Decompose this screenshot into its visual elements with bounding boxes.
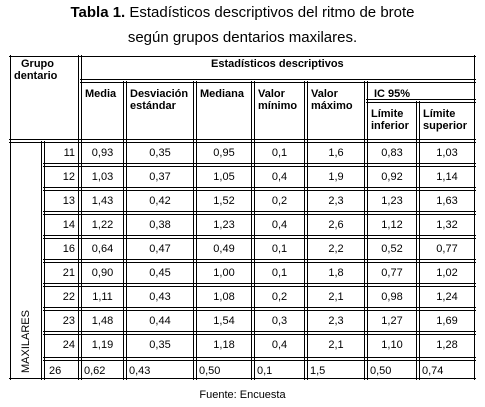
- header-maximo: máximo: [311, 100, 353, 112]
- cell-min: 0,1: [271, 267, 288, 279]
- table-row: [63, 219, 458, 231]
- cell-mediana: 1,00: [213, 267, 235, 279]
- header-mediana: Mediana: [200, 88, 245, 100]
- cell-media: 1,48: [91, 315, 114, 327]
- cell-mediana: 0,95: [213, 147, 235, 159]
- tooth-number-cell: 23: [62, 315, 75, 327]
- cell-desv: 0,35: [149, 339, 171, 351]
- cell-max: 1,8: [328, 267, 344, 279]
- cell-inf: 0,77: [381, 267, 403, 279]
- cell-min: 0,2: [271, 195, 288, 207]
- tooth-number-cell: 11: [63, 147, 75, 159]
- tooth-number-cell: 13: [62, 195, 75, 207]
- cell-mediana: 1,08: [213, 291, 235, 303]
- tooth-number-cell: 21: [62, 267, 75, 279]
- cell-inf: 1,12: [381, 219, 403, 231]
- cell-min: 0,4: [271, 219, 288, 231]
- cell-inf: 0,92: [381, 171, 403, 183]
- cell-sup: 1,69: [436, 315, 458, 327]
- table-borders: [9, 55, 476, 380]
- cell-sup: 1,63: [436, 195, 458, 207]
- cell-sup: 1,03: [436, 147, 458, 159]
- cell-sup: 1,32: [436, 219, 458, 231]
- cell-mediana: 0,50: [199, 365, 221, 377]
- cell-min: 0,4: [271, 171, 288, 183]
- header-inferior: inferior: [371, 120, 409, 132]
- header-grupo: Grupo: [21, 58, 54, 70]
- cell-media: 1,11: [92, 291, 113, 303]
- statistics-table: [9, 55, 476, 380]
- cell-media: 0,90: [91, 267, 114, 279]
- cell-media: 0,64: [91, 243, 114, 255]
- tooth-number-cell: 24: [62, 339, 75, 351]
- group-label-maxilares: MAXILARES: [20, 310, 32, 373]
- header-valor-min: Valor: [258, 88, 285, 100]
- cell-max: 1,9: [328, 171, 344, 183]
- header-desviacion: Desviación: [130, 88, 189, 100]
- table-row: [63, 267, 458, 279]
- cell-media: 0,93: [91, 147, 114, 159]
- cell-max: 2,3: [328, 315, 344, 327]
- cell-desv: 0,37: [149, 171, 171, 183]
- cell-mediana: 1,23: [213, 219, 235, 231]
- table-title-text: Estadísticos descriptivos del ritmo de brote: [125, 4, 415, 21]
- cell-desv: 0,47: [149, 243, 171, 255]
- source-note: Fuente: Encuesta: [199, 389, 286, 401]
- header-superior: superior: [423, 120, 468, 132]
- cell-media: 1,03: [91, 171, 114, 183]
- cell-sup: 1,02: [436, 267, 458, 279]
- header-valor-max: Valor: [311, 88, 338, 100]
- cell-sup: 1,24: [436, 291, 458, 303]
- cell-mediana: 0,49: [213, 243, 235, 255]
- cell-min: 0,1: [257, 365, 273, 377]
- header-limite-inf: Límite: [371, 108, 404, 120]
- table-number: Tabla 1.: [70, 4, 126, 21]
- cell-desv: 0,43: [129, 365, 151, 377]
- cell-mediana: 1,18: [213, 339, 235, 351]
- table-row: [64, 147, 458, 159]
- cell-max: 1,6: [328, 147, 344, 159]
- cell-inf: 0,50: [370, 365, 392, 377]
- cell-min: 0,2: [271, 291, 288, 303]
- cell-desv: 0,45: [149, 267, 171, 279]
- cell-inf: 0,83: [381, 147, 403, 159]
- cell-max: 2,6: [328, 219, 344, 231]
- cell-media: 1,19: [91, 339, 114, 351]
- cell-sup: 0,77: [436, 243, 458, 255]
- tooth-number-cell: 12: [62, 171, 75, 183]
- table-title: [0, 4, 485, 22]
- table-row: [63, 243, 458, 255]
- cell-mediana: 1,05: [213, 171, 235, 183]
- cell-desv: 0,44: [149, 315, 171, 327]
- header-media: Media: [85, 88, 117, 100]
- header-estandar: estándar: [130, 100, 176, 112]
- cell-max: 2,1: [328, 339, 344, 351]
- cell-min: 0,1: [271, 147, 288, 159]
- cell-min: 0,1: [271, 243, 288, 255]
- table-row: [63, 291, 458, 303]
- tooth-number-cell: 16: [62, 243, 75, 255]
- cell-sup: 1,14: [436, 171, 458, 183]
- cell-max: 2,3: [328, 195, 344, 207]
- cell-sup: 1,28: [436, 339, 458, 351]
- table-row: [49, 365, 443, 377]
- header-limite-sup: Límite: [423, 108, 456, 120]
- cell-inf: 0,52: [381, 243, 403, 255]
- table-header: [14, 58, 468, 132]
- cell-max: 2,1: [328, 291, 344, 303]
- cell-media: 0,62: [84, 365, 106, 377]
- cell-max: 2,2: [328, 243, 344, 255]
- tooth-number-cell: 22: [62, 291, 75, 303]
- cell-inf: 1,23: [381, 195, 403, 207]
- cell-desv: 0,38: [149, 219, 171, 231]
- table-title-line2: según grupos dentarios maxilares.: [127, 29, 358, 46]
- cell-max: 1,5: [310, 365, 326, 377]
- cell-inf: 0,98: [381, 291, 403, 303]
- cell-sup: 0,74: [422, 365, 444, 377]
- header-estadisticos: Estadísticos descriptivos: [211, 58, 344, 70]
- header-dentario: dentario: [14, 70, 58, 82]
- cell-desv: 0,43: [149, 291, 171, 303]
- cell-media: 1,43: [91, 195, 114, 207]
- table-row: [63, 339, 458, 351]
- table-row: [63, 195, 458, 207]
- tooth-number-cell: 26: [49, 365, 62, 377]
- cell-inf: 1,27: [381, 315, 403, 327]
- cell-inf: 1,10: [381, 339, 403, 351]
- header-minimo: mínimo: [258, 100, 298, 112]
- header-ic95: IC 95%: [374, 88, 411, 100]
- table-row: [63, 315, 458, 327]
- cell-mediana: 1,54: [213, 315, 235, 327]
- cell-mediana: 1,52: [213, 195, 235, 207]
- cell-desv: 0,35: [149, 147, 171, 159]
- table-row: [63, 171, 458, 183]
- cell-min: 0,3: [271, 315, 288, 327]
- cell-min: 0,4: [271, 339, 288, 351]
- tooth-number-cell: 14: [62, 219, 75, 231]
- cell-desv: 0,42: [149, 195, 171, 207]
- cell-media: 1,22: [91, 219, 114, 231]
